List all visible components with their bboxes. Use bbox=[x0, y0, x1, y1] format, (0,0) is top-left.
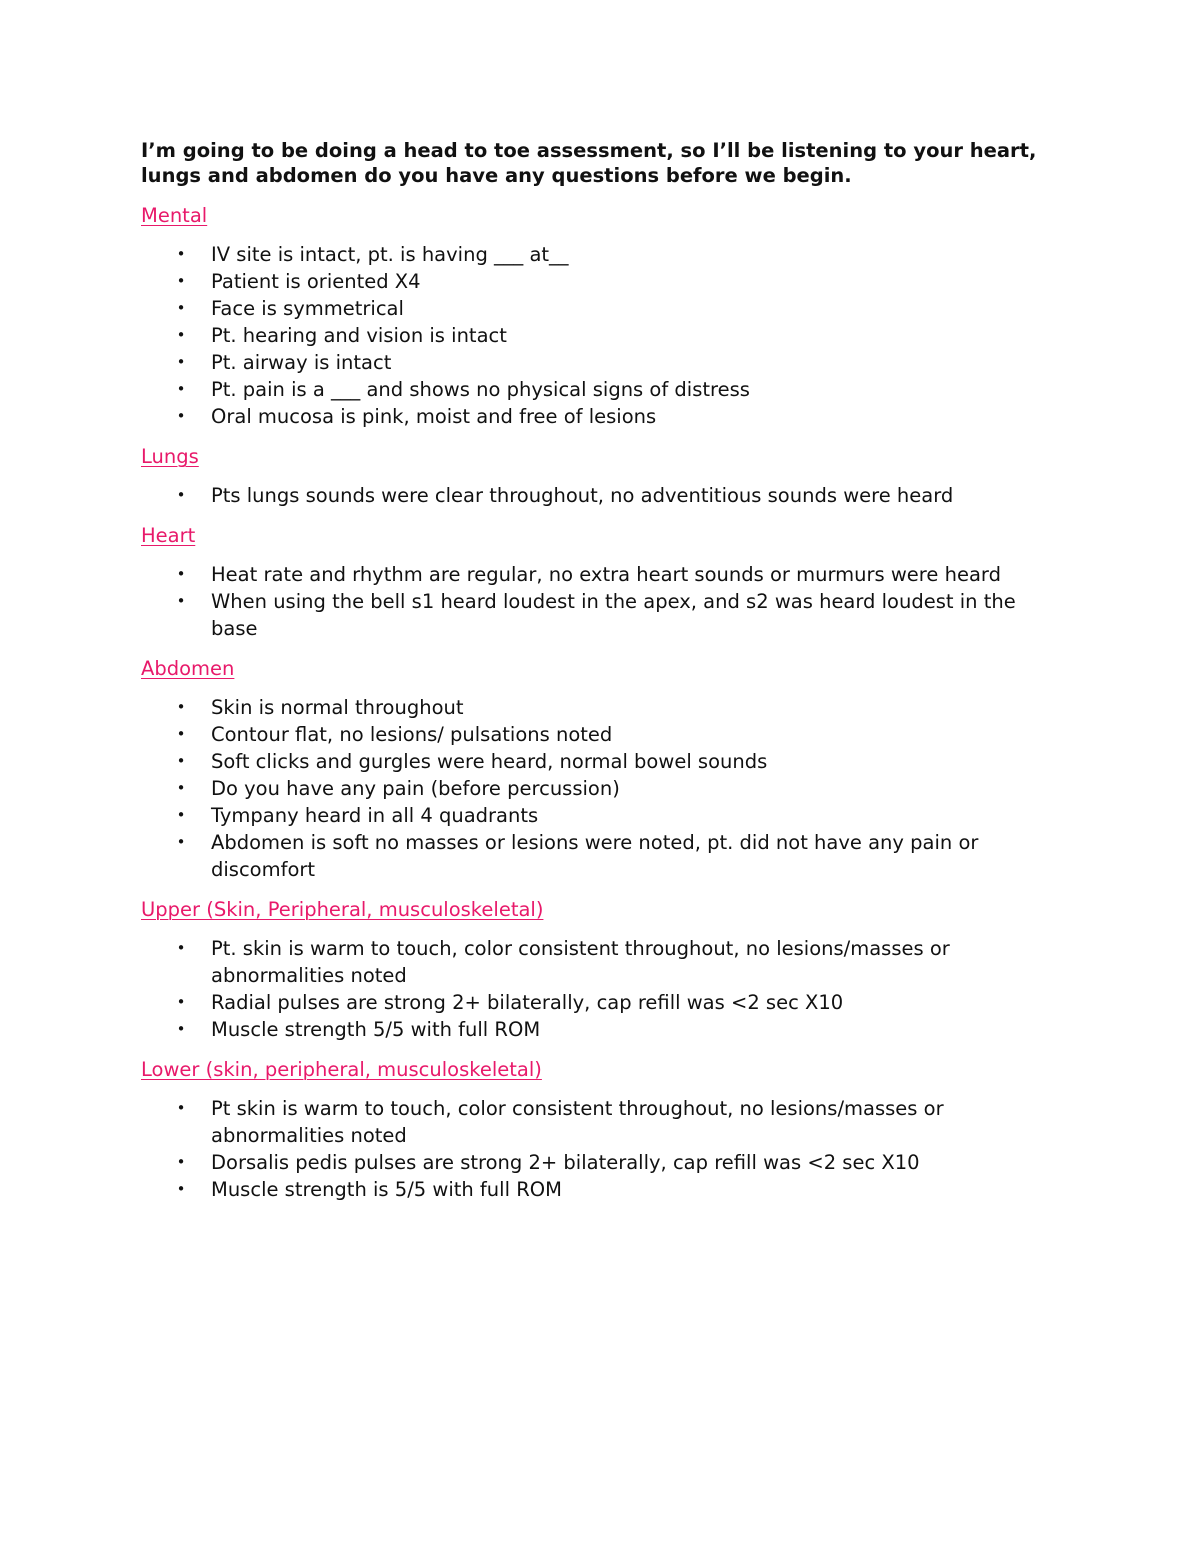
section-heading: Lungs bbox=[141, 445, 199, 468]
list-item-text: Pt. skin is warm to touch, color consistent throughout, no lesions/masses or abnormalities noted bbox=[211, 937, 950, 987]
bullet-icon: • bbox=[176, 407, 186, 425]
list-item-text: Heat rate and rhythm are regular, no extra heart sounds or murmurs were heard bbox=[211, 563, 1001, 586]
list-item bbox=[141, 241, 1051, 268]
list-item bbox=[141, 1176, 1051, 1203]
section-heart bbox=[141, 523, 1051, 642]
bullet-icon: • bbox=[176, 1099, 186, 1117]
bullet-list bbox=[141, 935, 1051, 1043]
bullet-icon: • bbox=[176, 1153, 186, 1171]
bullet-icon: • bbox=[176, 993, 186, 1011]
list-item bbox=[141, 989, 1051, 1016]
list-item-text: When using the bell s1 heard loudest in the apex, and s2 was heard loudest in the base bbox=[211, 590, 1016, 640]
list-item-text: Skin is normal throughout bbox=[211, 696, 464, 719]
bullet-list bbox=[141, 241, 1051, 430]
list-item-text: Oral mucosa is pink, moist and free of lesions bbox=[211, 405, 657, 428]
list-item-text: Tympany heard in all 4 quadrants bbox=[211, 804, 539, 827]
list-item bbox=[141, 349, 1051, 376]
bullet-icon: • bbox=[176, 245, 186, 263]
list-item bbox=[141, 588, 1051, 642]
list-item-text: Pt. airway is intact bbox=[211, 351, 392, 374]
section-lungs bbox=[141, 444, 1051, 509]
bullet-icon: • bbox=[176, 299, 186, 317]
bullet-list bbox=[141, 694, 1051, 883]
list-item-text: Abdomen is soft no masses or lesions were noted, pt. did not have any pain or discomfort bbox=[211, 831, 979, 881]
section-abdomen bbox=[141, 656, 1051, 883]
sections-container bbox=[141, 203, 1051, 1203]
section-mental bbox=[141, 203, 1051, 430]
bullet-icon: • bbox=[176, 326, 186, 344]
section-heading: Lower (skin, peripheral, musculoskeletal) bbox=[141, 1058, 542, 1081]
list-item-text: Radial pulses are strong 2+ bilaterally, cap refill was <2 sec X10 bbox=[211, 991, 844, 1014]
bullet-icon: • bbox=[176, 486, 186, 504]
list-item-text: Contour flat, no lesions/ pulsations noted bbox=[211, 723, 613, 746]
section-heading: Abdomen bbox=[141, 657, 235, 680]
section-upper bbox=[141, 897, 1051, 1043]
list-item bbox=[141, 482, 1051, 509]
list-item bbox=[141, 376, 1051, 403]
list-item-text: Dorsalis pedis pulses are strong 2+ bilaterally, cap refill was <2 sec X10 bbox=[211, 1151, 920, 1174]
list-item bbox=[141, 322, 1051, 349]
bullet-icon: • bbox=[176, 698, 186, 716]
section-heading: Mental bbox=[141, 204, 208, 227]
bullet-list bbox=[141, 561, 1051, 642]
bullet-icon: • bbox=[176, 592, 186, 610]
section-heading: Heart bbox=[141, 524, 196, 547]
document-page bbox=[141, 139, 1051, 1217]
list-item bbox=[141, 748, 1051, 775]
list-item bbox=[141, 935, 1051, 989]
bullet-icon: • bbox=[176, 1020, 186, 1038]
list-item bbox=[141, 802, 1051, 829]
list-item bbox=[141, 694, 1051, 721]
list-item-text: IV site is intact, pt. is having ___ at__ bbox=[211, 243, 569, 266]
intro-paragraph: I’m going to be doing a head to toe assessment, so I’ll be listening to your heart, lungs and abdomen do you have any questions before we begin. bbox=[141, 139, 1037, 187]
list-item bbox=[141, 1095, 1051, 1149]
bullet-icon: • bbox=[176, 565, 186, 583]
bullet-icon: • bbox=[176, 752, 186, 770]
list-item-text: Pt. hearing and vision is intact bbox=[211, 324, 507, 347]
list-item-text: Face is symmetrical bbox=[211, 297, 404, 320]
bullet-list bbox=[141, 482, 1051, 509]
list-item bbox=[141, 268, 1051, 295]
list-item-text: Pts lungs sounds were clear throughout, no adventitious sounds were heard bbox=[211, 484, 954, 507]
list-item-text: Muscle strength 5/5 with full ROM bbox=[211, 1018, 541, 1041]
bullet-icon: • bbox=[176, 939, 186, 957]
bullet-icon: • bbox=[176, 806, 186, 824]
list-item bbox=[141, 561, 1051, 588]
list-item bbox=[141, 295, 1051, 322]
list-item bbox=[141, 829, 1051, 883]
bullet-list bbox=[141, 1095, 1051, 1203]
list-item-text: Pt. pain is a ___ and shows no physical signs of distress bbox=[211, 378, 750, 401]
bullet-icon: • bbox=[176, 833, 186, 851]
list-item-text: Pt skin is warm to touch, color consistent throughout, no lesions/masses or abnormalities noted bbox=[211, 1097, 944, 1147]
list-item bbox=[141, 775, 1051, 802]
bullet-icon: • bbox=[176, 380, 186, 398]
bullet-icon: • bbox=[176, 1180, 186, 1198]
list-item-text: Muscle strength is 5/5 with full ROM bbox=[211, 1178, 562, 1201]
list-item bbox=[141, 403, 1051, 430]
list-item bbox=[141, 1016, 1051, 1043]
bullet-icon: • bbox=[176, 725, 186, 743]
section-lower bbox=[141, 1057, 1051, 1203]
list-item-text: Soft clicks and gurgles were heard, normal bowel sounds bbox=[211, 750, 768, 773]
bullet-icon: • bbox=[176, 779, 186, 797]
bullet-icon: • bbox=[176, 272, 186, 290]
list-item-text: Do you have any pain (before percussion) bbox=[211, 777, 620, 800]
bullet-icon: • bbox=[176, 353, 186, 371]
list-item bbox=[141, 1149, 1051, 1176]
section-heading: Upper (Skin, Peripheral, musculoskeletal) bbox=[141, 898, 544, 921]
list-item-text: Patient is oriented X4 bbox=[211, 270, 421, 293]
list-item bbox=[141, 721, 1051, 748]
